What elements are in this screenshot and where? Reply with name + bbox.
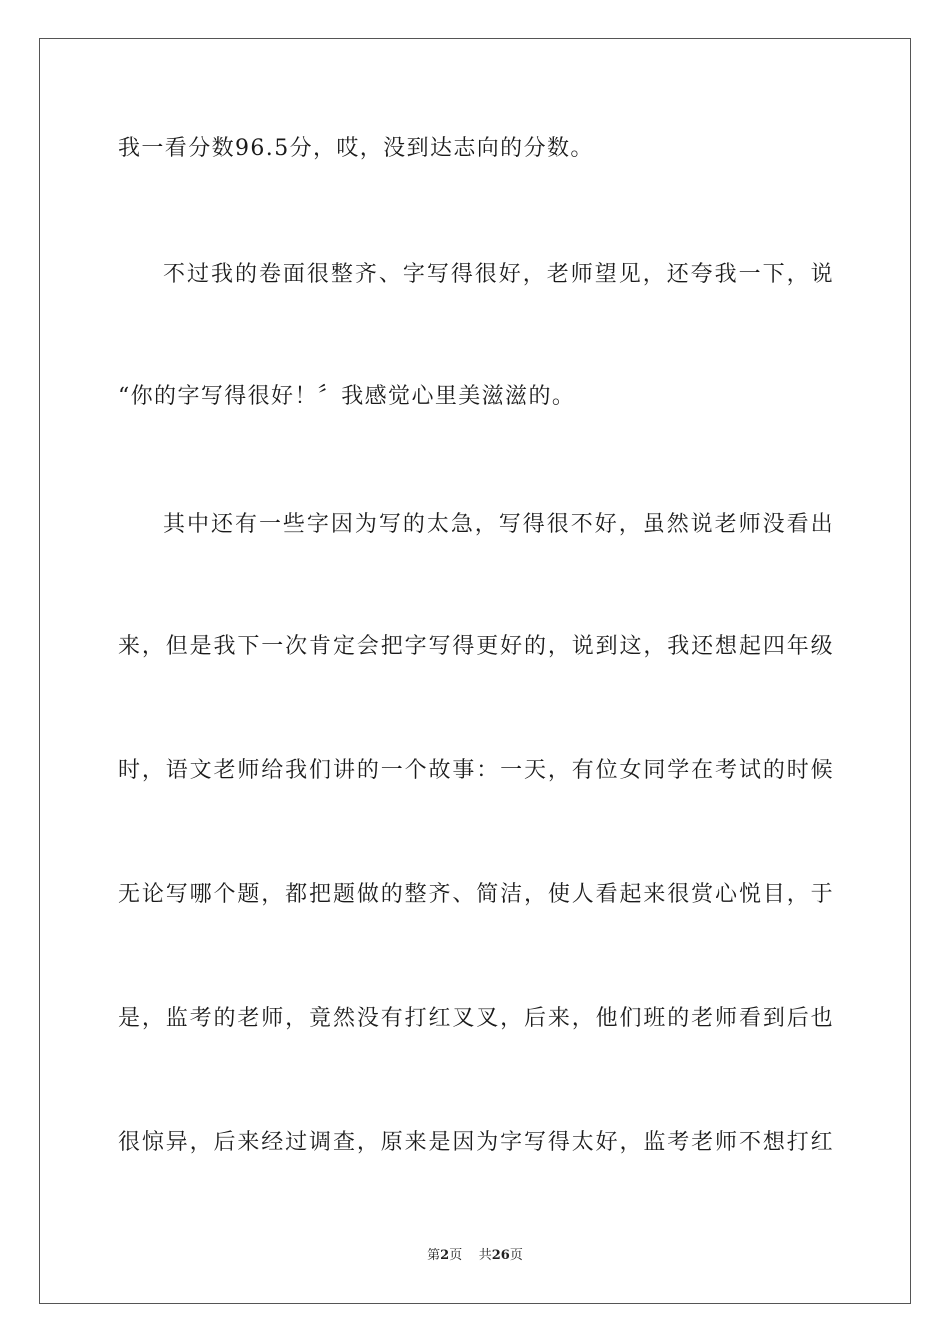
text-line-1: 我一看分数96.5分，哎，没到达志向的分数。 (118, 136, 594, 161)
text-line-5: 来，但是我下一次肯定会把字写得更好的，说到这，我还想起四年级 (118, 634, 834, 659)
text-line-9: 很惊异，后来经过调查，原来是因为字写得太好，监考老师不想打红 (118, 1130, 834, 1155)
footer-total-pages: 26 (491, 1248, 510, 1263)
text-line-2: 不过我的卷面很整齐、字写得很好，老师望见，还夸我一下，说 (163, 262, 834, 287)
text-line-7: 无论写哪个题，都把题做的整齐、简洁，使人看起来很赏心悦目，于 (118, 882, 834, 907)
footer-total-suffix: 页 (509, 1248, 523, 1263)
footer-total-prefix: 共 (478, 1248, 492, 1263)
page-footer (0, 1247, 950, 1265)
text-line-8: 是，监考的老师，竟然没有打红叉叉，后来，他们班的老师看到后也 (118, 1006, 834, 1031)
text-line-4: 其中还有一些字因为写的太急，写得很不好，虽然说老师没看出 (163, 512, 834, 537)
page-border (39, 38, 911, 1304)
footer-page-number: 2 (440, 1248, 450, 1263)
footer-page-suffix: 页 (449, 1248, 463, 1263)
text-line-3: “你的字写得很好！〞我感觉心里美滋滋的。 (118, 384, 576, 409)
text-line-6: 时，语文老师给我们讲的一个故事：一天，有位女同学在考试的时候 (118, 758, 834, 783)
footer-page-prefix: 第 (427, 1248, 441, 1263)
